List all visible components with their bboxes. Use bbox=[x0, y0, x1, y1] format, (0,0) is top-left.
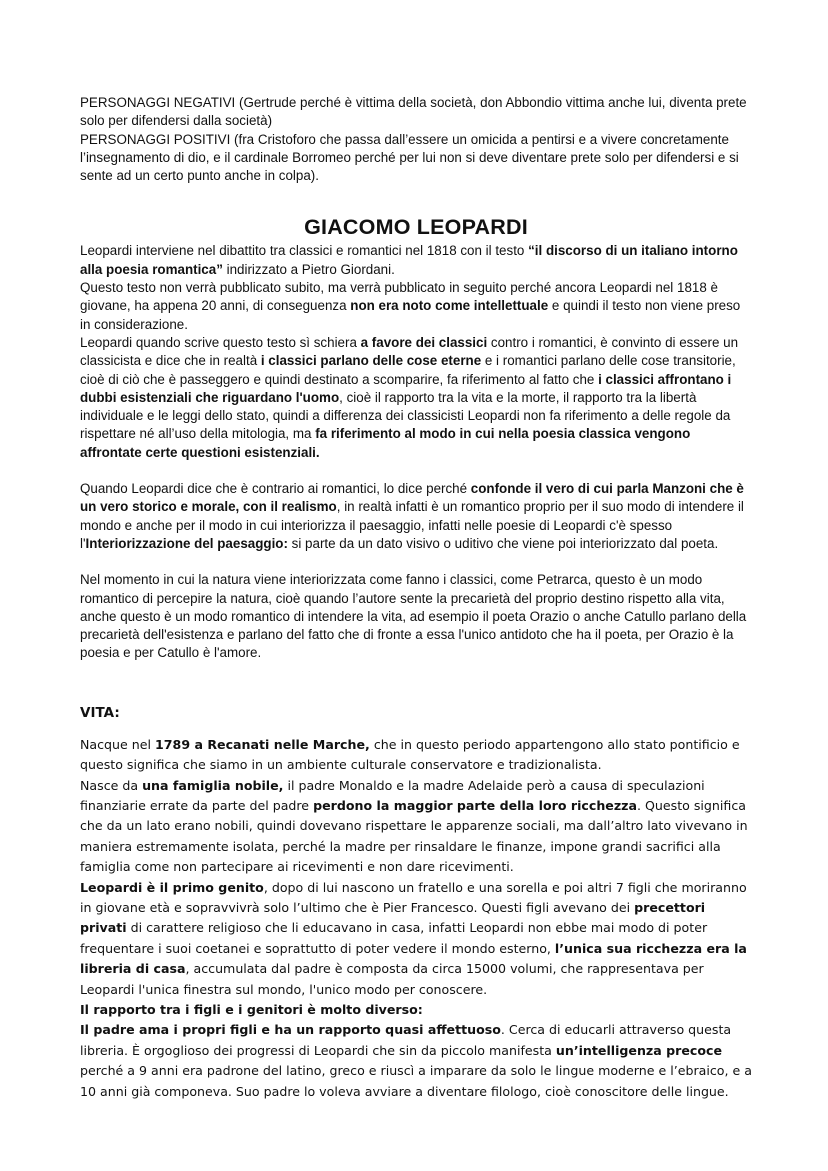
paragraph-natura: Nel momento in cui la natura viene interiorizzata come fanno i classici, come Petrarca, questo è un modo romantico di percepire la natura, cioè quando l’autore sente la precarietà del proprio destino rispetto alla vita, anche questo è un modo romantico di intendere la vita, ad esempio il poeta Orazio o anche Catullo parlano della precarietà dell'esistenza e parlano del fatto che di fronte a essa l'unico antidoto che ha il poeta, per Orazio è la poesia e per Catullo è l'amore. bbox=[80, 572, 747, 661]
page-title: GIACOMO LEOPARDI bbox=[304, 215, 528, 240]
section-dibattito bbox=[80, 242, 752, 462]
paragraph-discorso: Leopardi interviene nel dibattito tra classici e romantici nel 1818 con il testo “il discorso di un italiano intorno alla poesia romantica” indirizzato a Pietro Giordani. bbox=[80, 243, 738, 277]
paragraph-famiglia: Nasce da una famiglia nobile, il padre Monaldo e la madre Adelaide però a causa di speculazioni finanziarie errate da parte del padre perdono la maggior parte della loro ricchezza. Questo significa che da un lato erano nobili, quindi dovevano rispettare le apparenze sociali, ma dall’altro lato vivevano in maniera estremamente isolata, perché la madre per rinsaldare le finanze, impone grandi sacrifici alla famiglia come non partecipare ai ricevimenti e non dare ricevimenti. bbox=[80, 777, 748, 875]
intro-block bbox=[80, 94, 752, 185]
paragraph-personaggi-negativi: PERSONAGGI NEGATIVI (Gertrude perché è vittima della società, don Abbondio vittima anche lui, diventa prete solo per difendersi dalla società) bbox=[80, 95, 747, 129]
section-vita bbox=[80, 735, 752, 1102]
paragraph-classici: Leopardi quando scrive questo testo sì schiera a favore dei classici contro i romantici, è convinto di essere un classicista e dice che in realtà i classici parlano delle cose eterne e i romantici parlano delle cose transitorie, cioè di ciò che è passeggero e quindi destinato a scomparire, fa riferimento al fatto che i classici affrontano i dubbi esistenziali che riguardano l'uomo, cioè il rapporto tra la vita e la morte, il rapporto tra la libertà individuale e le leggi dello stato, quindi a differenza dei classicisti Leopardi non fa riferimento a delle regole da rispettare né all’uso della mitologia, ma fa riferimento al modo in cui nella poesia classica vengono affrontate certe questioni esistenziali. bbox=[80, 334, 739, 460]
document-page bbox=[80, 94, 752, 1102]
paragraph-contrario-romantici: Quando Leopardi dice che è contrario ai romantici, lo dice perché confonde il vero di cui parla Manzoni che è un vero storico e morale, con il realismo, in realtà infatti è un romantico proprio per il suo modo di intendere il mondo e anche per il modo in cui interiorizza il paesaggio, infatti nelle poesie di Leopardi c'è spesso l'Interiorizzazione del paesaggio: si parte da un dato visivo o uditivo che viene poi interiorizzato dal poeta. bbox=[80, 481, 744, 551]
paragraph-nascita: Nacque nel 1789 a Recanati nelle Marche, che in questo periodo appartengono allo stato pontificio e questo significa che siamo in un ambiente culturale conservatore e tradizionalista. bbox=[80, 736, 740, 773]
vita-heading: VITA: bbox=[80, 704, 120, 721]
paragraph-rapporto-heading: Il rapporto tra i figli e i genitori è molto diverso: bbox=[80, 1002, 423, 1017]
section-natura bbox=[80, 571, 752, 662]
paragraph-primo-genito: Leopardi è il primo genito, dopo di lui nascono un fratello e una sorella e poi altri 7 figli che moriranno in giovane età e sopravvivrà solo l’ultimo che è Pier Francesco. Questi figli avevano dei precettori privati di carattere religioso che li educavano in casa, infatti Leopardi non ebbe mai modo di poter frequentare i suoi coetanei e soprattutto di poter vedere il mondo esterno, l’unica sua ricchezza era la libreria di casa, accumulata dal padre è composta da circa 15000 volumi, che rappresentava per Leopardi l'unica finestra sul mondo, l'unico modo per conoscere. bbox=[80, 879, 747, 997]
paragraph-pubblicazione: Questo testo non verrà pubblicato subito, ma verrà pubblicato in seguito perché ancora Leopardi nel 1818 è giovane, ha appena 20 anni, di conseguenza non era noto come intellettuale e quindi il testo non viene preso in considerazione. bbox=[80, 280, 741, 332]
paragraph-personaggi-positivi: PERSONAGGI POSITIVI (fra Cristoforo che passa dall’essere un omicida a pentirsi e a vivere concretamente l’insegnamento di dio, e il cardinale Borromeo perché per lui non si deve diventare prete solo per difendersi e si sente ad un certo punto anche in colpa). bbox=[80, 131, 739, 184]
section-romantici bbox=[80, 480, 752, 553]
paragraph-padre: Il padre ama i propri figli e ha un rapporto quasi affettuoso. Cerca di educarli attraverso questa libreria. È orgoglioso dei progressi di Leopardi che sin da piccolo manifesta un’intelligenza precoce perché a 9 anni era padrone del latino, greco e riuscì a imparare da solo le lingue moderne e l’ebraico, e a 10 anni già componeva. Suo padre lo voleva avviare a diventare filologo, cioè conoscitore delle lingue. bbox=[80, 1022, 752, 1099]
